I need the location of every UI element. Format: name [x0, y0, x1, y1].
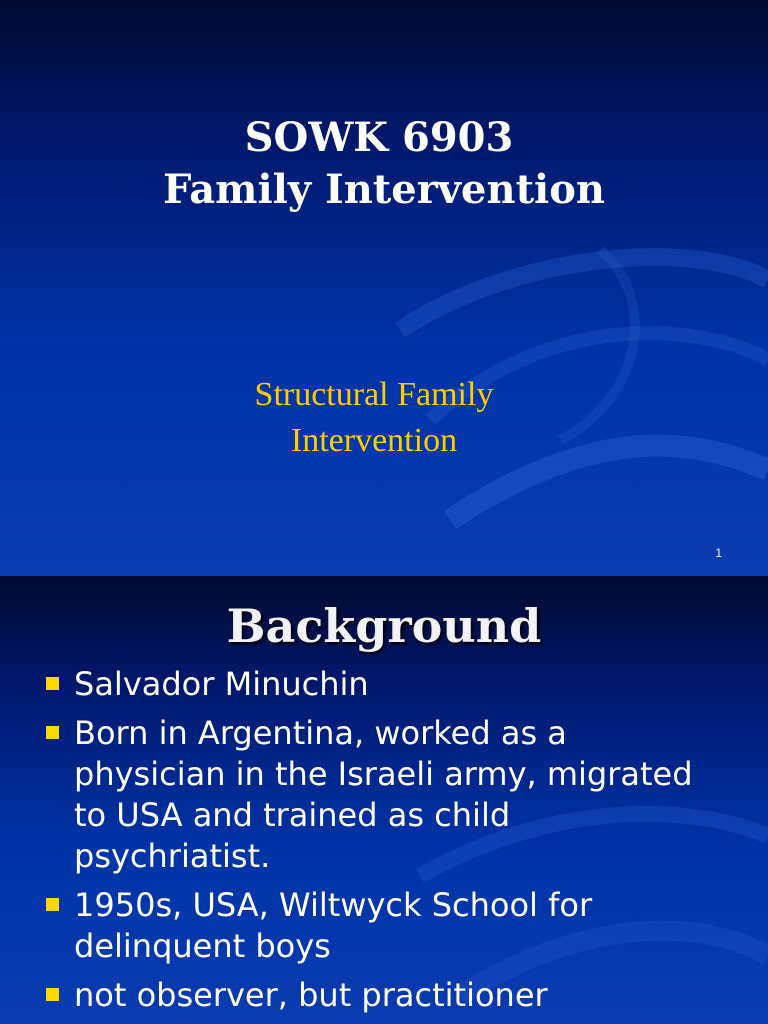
subtitle-line: Structural Family — [254, 376, 494, 413]
bullet-text: delinquent boys — [74, 927, 331, 965]
bullet-list — [46, 664, 758, 1024]
title-line: SOWK 6903 — [244, 114, 514, 161]
list-item — [46, 664, 758, 705]
bullet-text: 1950s, USA, Wiltwyck School for — [74, 886, 593, 924]
bullet-text: physician in the Israeli army, migrated — [74, 755, 693, 793]
bullet-text: Born in Argentina, worked as a — [74, 714, 567, 752]
list-item — [46, 713, 758, 877]
slide-subtitle — [0, 372, 748, 464]
list-item — [46, 975, 758, 1016]
square-bullet-icon — [46, 988, 59, 1001]
slide-heading: Background — [226, 599, 542, 653]
bullet-text: to USA and trained as child — [74, 796, 511, 834]
bullet-text: psychriatist. — [74, 837, 271, 875]
slide-number: 1 — [715, 546, 722, 560]
square-bullet-icon — [46, 726, 59, 739]
bullet-text: not observer, but practitioner — [74, 976, 548, 1014]
slide-title — [0, 112, 768, 216]
square-bullet-icon — [46, 898, 59, 911]
title-line: Family Intervention — [162, 166, 605, 213]
square-bullet-icon — [46, 677, 59, 690]
list-item — [46, 885, 758, 967]
bullet-text: Salvador Minuchin — [74, 665, 369, 703]
subtitle-line: Intervention — [290, 422, 458, 459]
